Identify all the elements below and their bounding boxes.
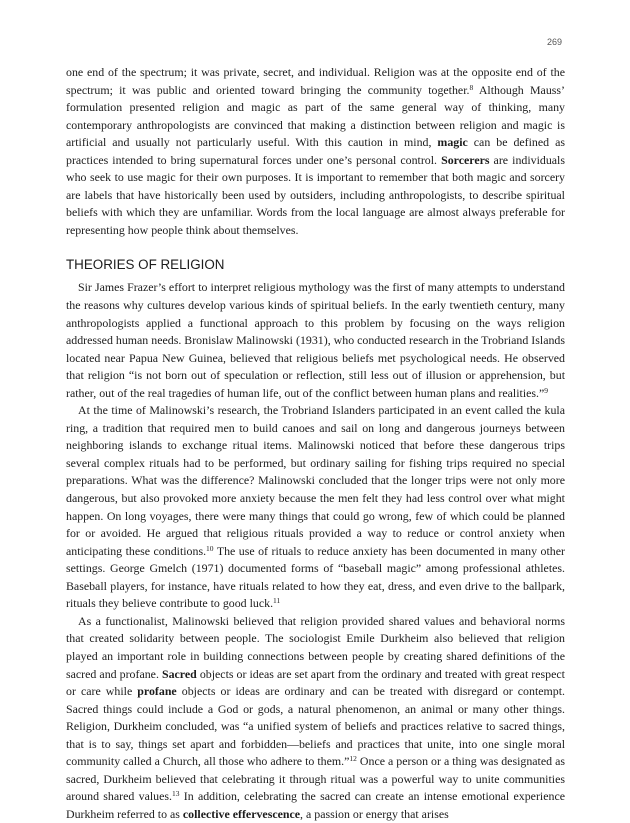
body-text [66,64,565,823]
key-term: profane [137,684,177,699]
paragraph [66,613,565,823]
paragraph [66,64,565,239]
text-run: As a functionalist, Malinowski believed that religion provided shared values and behavioral norms that created solidarity between people. The sociologist Emile Durkheim also believed that religion played an important role in building connections between people by creating shared definitions of the sacred and profane. [66,613,565,681]
text-run: Sir James Frazer’s effort to interpret religious mythology was the first of many attempts to understand the reasons why cultures develop various kinds of spiritual beliefs. In the early twentieth century, many anthropologists applied a functional approach to this problem by focusing on the ways religion addressed human needs. Bronislaw Malinowski (1931), who conducted research in the Trobriand Islands located near Papua New Guinea, believed that religious beliefs met psychological needs. He observed that religion “is not born out of speculation or reflection, still less out of illusion or apprehension, but rather, out of the real tragedies of human life, out of the conflict between human plans and realities.” [66,280,565,400]
key-term: collective effervescence [182,806,301,821]
text-run: , a passion or energy that arises [300,806,449,821]
footnote-ref: 10 [206,543,214,553]
key-term: Sorcerers [441,152,490,167]
key-term: magic [437,135,468,150]
key-term: Sacred [161,666,197,681]
text-run: objects or ideas are ordinary and can be treated with disregard or contempt. Sacred things could include a God or gods, a natural phenomenon, an animal or many other things. Religion, Durkheim concluded, was “a unified system of beliefs and practices relative to sacred things, that is to say, things set apart and forbidden—beliefs and practices that unite, into one single moral community called a Church, all those who adhere to them.” [66,684,565,769]
text-run: objects or ideas are set apart from the ordinary and treated with great respect or care while [66,666,565,699]
text-run: At the time of Malinowski’s research, the Trobriand Islanders participated in an event called the kula ring, a tradition that required men to build canoes and sail on long and dangerous journeys between neighboring islands to exchange ritual items. Malinowski noticed that before these dangerous trips several complex rituals had to be performed, but ordinary sailing for fishing trips required no special preparations. What was the difference? Malinowski concluded that the longer trips were not only more dangerous, but also provoked more anxiety because the men felt they had less control over what might happen. On long voyages, there were many things that could go wrong, few of which could be planned for or avoided. He argued that religious rituals provided a way to reduce or control anxiety when anticipating these conditions. [66,403,565,558]
paragraph [66,402,565,613]
text-run: Although Mauss’ formulation presented religion and magic as part of the same general way of thinking, many contemporary anthropologists are convinced that making a distinction between religion and magic is artificial and usually not particularly useful. With this caution in mind, [66,82,565,150]
text-run: one end of the spectrum; it was private, secret, and individual. Religion was at the opposite end of the spectrum; it was public and oriented toward bringing the community together. [66,65,565,97]
text-run: can be defined as practices intended to bring supernatural forces under one’s personal control. [66,135,565,167]
section-heading: THEORIES OF RELIGION [66,257,225,273]
footnote-ref: 13 [171,789,180,799]
text-run: are individuals who seek to use magic for their own purposes. It is important to remember that both magic and sorcery are labels that have historically been used by outsiders, including anthropologists, to describe spiritual beliefs with which they are unfamiliar. Words from the local language are almost always preferable for representing how people think about themselves. [66,152,565,237]
text-run: Once a person or a thing was designated as sacred, Durkheim believed that celebrating it through ritual was a powerful way to unite communities around shared values. [66,754,565,804]
footnote-ref: 9 [544,385,549,395]
footnote-ref: 11 [273,596,281,606]
text-run: In addition, celebrating the sacred can create an intense emotional experience Durkheim referred to as [66,789,565,821]
footnote-ref: 12 [349,754,357,764]
text-run: The use of rituals to reduce anxiety has been documented in many other settings. George Gmelch (1971) documented forms of “baseball magic” among professional athletes. Baseball players, for instance, have rituals related to how they eat, dress, and even drive to the ballpark, rituals they believe contribute to good luck. [66,543,565,611]
page-number: 269 [546,37,562,47]
paragraph [66,279,565,402]
footnote-ref: 8 [469,82,474,92]
